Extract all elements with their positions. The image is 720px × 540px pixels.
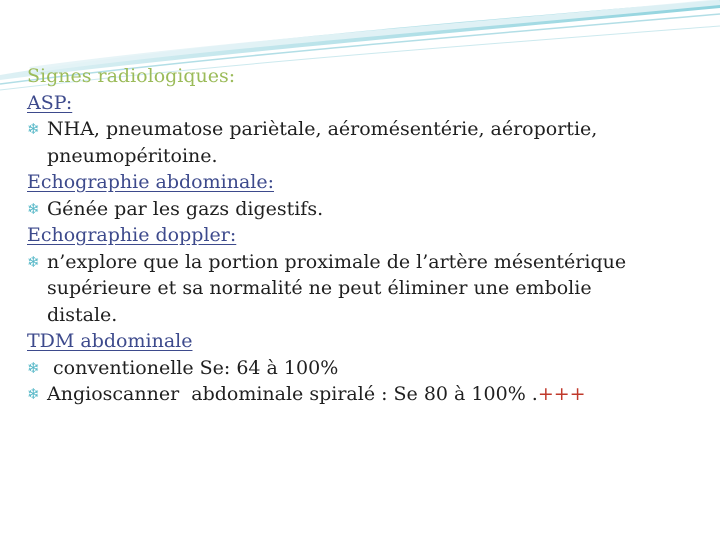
heading-echographie-abdominale: Echographie abdominale: <box>27 171 274 193</box>
heading-asp: ASP: <box>27 91 73 114</box>
snowflake-bullet-icon: ❄ <box>27 252 40 271</box>
bullet-echographie <box>27 196 707 223</box>
slide-content <box>27 63 707 408</box>
bullet-continuation: distale. <box>47 303 118 326</box>
bullet-continuation: pneumopéritoine. <box>47 144 218 167</box>
bullet-doppler <box>27 249 707 276</box>
bullet-text: Génée par les gazs digestifs. <box>47 197 324 220</box>
bullet-text: NHA, pneumatose pariètale, aéromésentérie, aéroportie, <box>47 118 598 140</box>
emphasis-marker: +++ <box>537 383 586 405</box>
bullet-continuation: supérieure et sa normalité ne peut éliminer une embolie <box>47 277 592 299</box>
snowflake-bullet-icon: ❄ <box>27 120 40 138</box>
slide-title: Signes radiologiques: <box>27 65 236 87</box>
bullet-text: conventionelle Se: 64 à 100% <box>47 356 339 379</box>
bullet-angioscanner <box>27 381 707 408</box>
snowflake-bullet-icon: ❄ <box>27 385 40 403</box>
bullet-text: Angioscanner abdominale spiralé : Se 80 à 100% . <box>47 383 538 405</box>
bullet-text: n’explore que la portion proximale de l’artère mésentérique <box>47 250 627 273</box>
bullet-tdm-conventionelle <box>27 355 707 382</box>
snowflake-bullet-icon: ❄ <box>27 358 40 377</box>
snowflake-bullet-icon: ❄ <box>27 199 40 218</box>
bullet-asp <box>27 116 707 143</box>
heading-echographie-doppler: Echographie doppler: <box>27 224 237 246</box>
heading-tdm-abdominale: TDM abdominale <box>27 330 193 352</box>
